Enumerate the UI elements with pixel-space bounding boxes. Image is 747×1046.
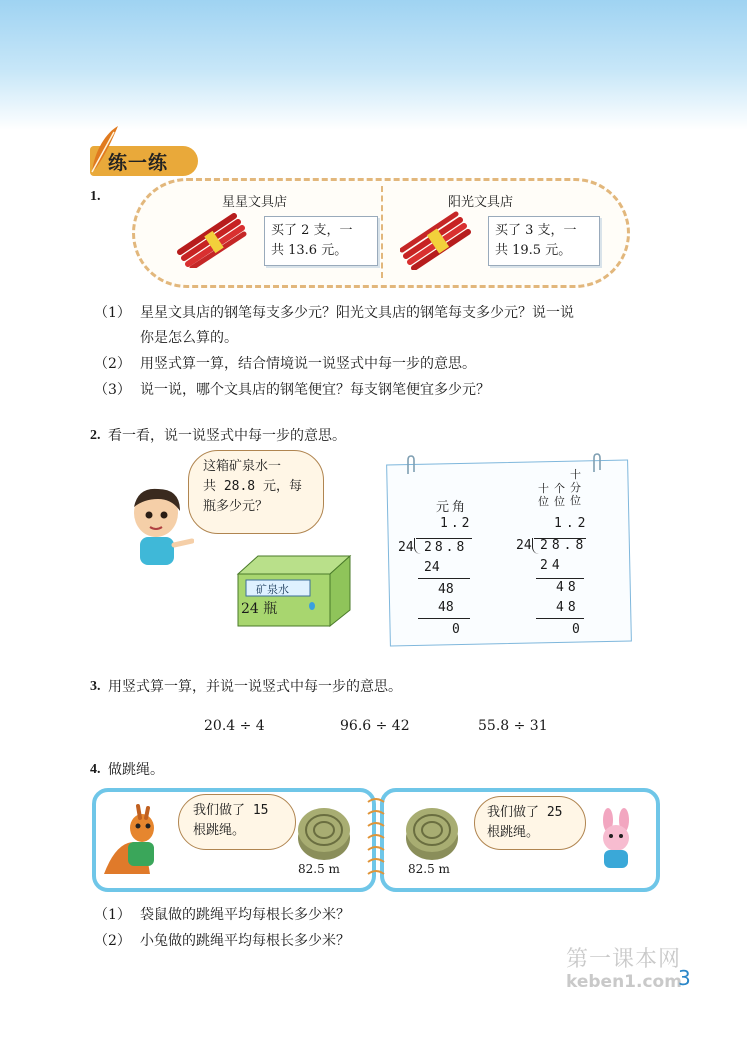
division-bracket: [532, 538, 539, 554]
column-head: 十分位: [570, 468, 581, 507]
column-head: 十位: [538, 482, 549, 508]
step-value: 48: [438, 582, 454, 597]
q4-sub1: 袋鼠做的跳绳平均每根长多少米？: [140, 907, 350, 923]
divisor: 24: [398, 540, 414, 555]
division-rule: [536, 578, 584, 579]
division-bracket: [414, 538, 421, 554]
kangaroo-icon: [98, 802, 170, 878]
step-value: 24: [424, 560, 440, 575]
q1-sub2-prefix: （2）: [94, 356, 131, 372]
question-number-3: 3.: [90, 679, 101, 694]
note-line: 买了 3 支，一: [495, 223, 577, 238]
expression: 55.8 ÷ 31: [478, 718, 548, 734]
jump-rope-coil-icon: [296, 804, 352, 862]
speech-bubble: [188, 450, 324, 534]
q4-sub2-prefix: （2）: [94, 933, 131, 949]
boy-character-icon: [122, 485, 194, 567]
question-number-4: 4.: [90, 762, 101, 777]
quotient: 1.2: [440, 516, 473, 531]
speech-bubble: [178, 794, 296, 850]
q1-sub3: 说一说，哪个文具店的钢笔便宜？每支钢笔便宜多少元？: [140, 382, 490, 398]
expression: 20.4 ÷ 4: [204, 718, 265, 734]
q2-text: 看一看，说一说竖式中每一步的意思。: [108, 428, 346, 444]
remainder: 0: [572, 622, 580, 637]
paper-clip-icon: [404, 454, 418, 478]
page-header-background: [0, 0, 747, 130]
q1-sub1-line2: 你是怎么算的。: [140, 330, 238, 346]
watermark-en: keben1.com: [566, 972, 682, 992]
q4-sub1-prefix: （1）: [94, 907, 131, 923]
bubble-line: 根跳绳。: [487, 825, 540, 840]
pens-bundle-icon: [400, 210, 476, 270]
column-head: 角: [452, 500, 466, 515]
q1-sub2: 用竖式算一算，结合情境说一说竖式中每一步的意思。: [140, 356, 476, 372]
speech-bubble: [474, 796, 586, 850]
q3-text: 用竖式算一算，并说一说竖式中每一步的意思。: [108, 679, 402, 695]
bubble-line: 我们做了 15: [193, 803, 269, 818]
division-rule: [418, 578, 470, 579]
q1-sub3-prefix: （3）: [94, 382, 131, 398]
step-value: 48: [438, 600, 454, 615]
note-line: 买了 2 支，一: [271, 223, 353, 238]
dividend: 28.8: [540, 538, 588, 553]
section-title: 练一练: [108, 152, 169, 174]
question-number-2: 2.: [90, 428, 101, 443]
column-head: 个位: [554, 482, 565, 508]
division-bracket: [416, 538, 472, 539]
q1-sub1-line1: 星星文具店的钢笔每支多少元？阳光文具店的钢笔每支多少元？说一说: [140, 305, 574, 321]
paper-clip-icon: [590, 452, 604, 476]
page-number: 3: [678, 966, 691, 990]
division-rule: [536, 618, 584, 619]
note-line: 共 13.6 元。: [271, 243, 348, 258]
expression: 96.6 ÷ 42: [340, 718, 410, 734]
bubble-line: 我们做了 25: [487, 805, 563, 820]
note-line: 共 19.5 元。: [495, 243, 572, 258]
binder-rings-icon: [366, 792, 386, 888]
dividend: 28.8: [424, 540, 468, 555]
rope-length: 82.5 m: [298, 862, 340, 876]
jump-rope-coil-icon: [404, 804, 460, 862]
pens-bundle-icon: [176, 210, 248, 268]
quotient: 1.2: [554, 516, 590, 531]
step-value: 48: [556, 580, 580, 595]
q4-text: 做跳绳。: [108, 762, 164, 778]
bubble-line: 这箱矿泉水一: [203, 459, 282, 474]
q4-sub2: 小兔做的跳绳平均每根长多少米？: [140, 933, 350, 949]
store-left-name: 星星文具店: [222, 195, 288, 210]
panel-divider: [381, 186, 383, 278]
step-value: 24: [540, 558, 564, 573]
store-left-note: [264, 216, 378, 266]
remainder: 0: [452, 622, 460, 637]
watermark-cn: 第一课本网: [566, 947, 682, 972]
rope-length: 82.5 m: [408, 862, 450, 876]
division-rule: [418, 618, 470, 619]
question-number-1: 1.: [90, 189, 101, 204]
rabbit-icon: [592, 808, 640, 872]
box-count: 24 瓶: [241, 601, 278, 617]
store-right-name: 阳光文具店: [448, 195, 514, 210]
step-value: 48: [556, 600, 580, 615]
bubble-line: 瓶多少元？: [203, 499, 269, 514]
bubble-line: 共 28.8 元，每: [203, 479, 302, 494]
box-label: 矿泉水: [256, 583, 289, 596]
store-right-note: [488, 216, 600, 266]
bubble-line: 根跳绳。: [193, 823, 246, 838]
column-head: 元: [436, 500, 450, 515]
divisor: 24: [516, 538, 532, 553]
q1-sub1-prefix: （1）: [94, 305, 131, 321]
